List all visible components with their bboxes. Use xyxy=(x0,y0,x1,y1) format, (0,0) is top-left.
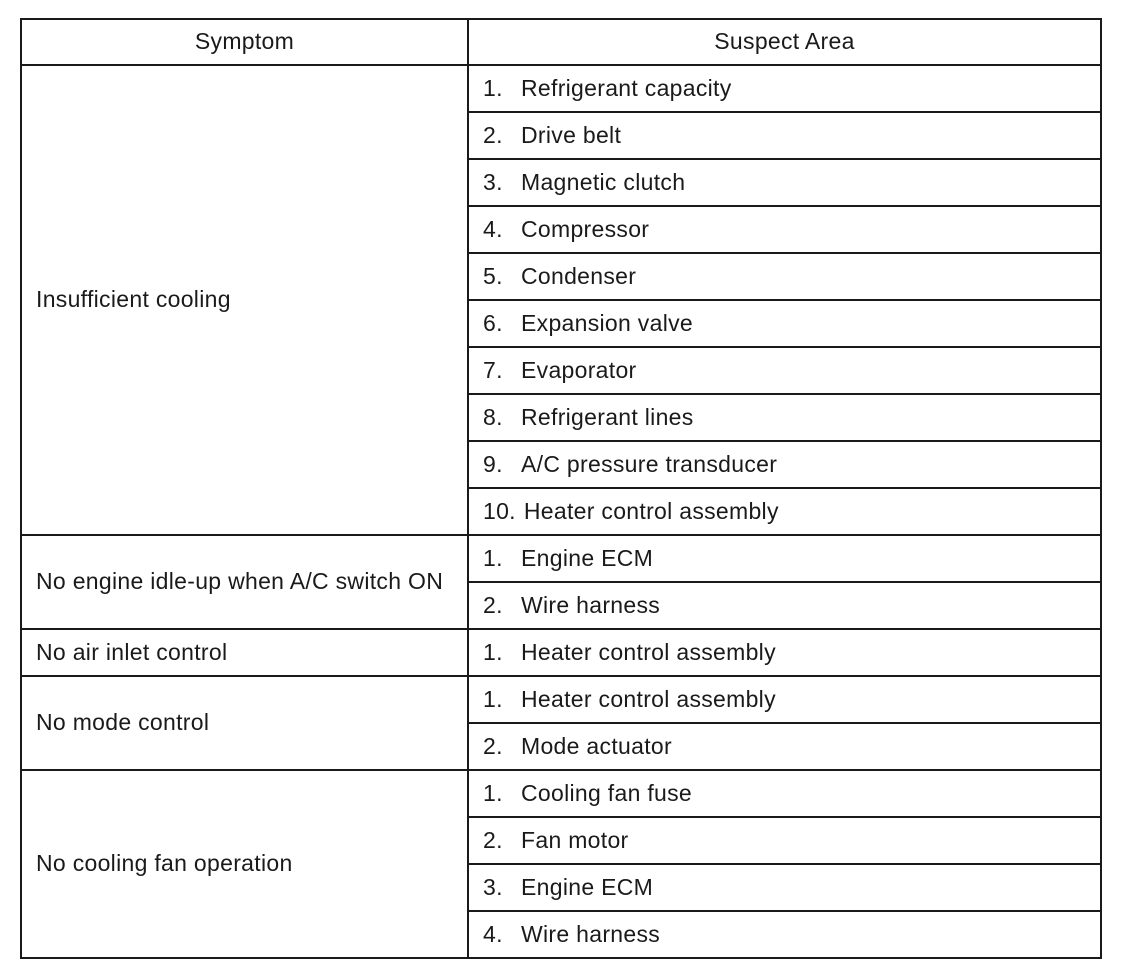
suspect-area-cell xyxy=(468,582,1101,629)
item-number: 10. xyxy=(483,497,516,524)
suspect-area-cell xyxy=(468,629,1101,676)
table-row xyxy=(21,65,1101,112)
symptom-cell: No cooling fan operation xyxy=(21,770,468,958)
suspect-area-cell xyxy=(468,488,1101,535)
table-row xyxy=(21,770,1101,817)
suspect-area-cell xyxy=(468,911,1101,958)
suspect-area-cell xyxy=(468,817,1101,864)
suspect-area-cell xyxy=(468,441,1101,488)
suspect-area-label: Heater control assembly xyxy=(523,497,779,524)
table-body xyxy=(21,65,1101,958)
item-number: 1. xyxy=(483,74,503,101)
suspect-area-label: Engine ECM xyxy=(521,544,654,571)
symptom-cell: No engine idle-up when A/C switch ON xyxy=(21,535,468,629)
suspect-area-cell xyxy=(468,253,1101,300)
suspect-area-label: Refrigerant lines xyxy=(521,403,694,430)
table-row xyxy=(21,629,1101,676)
item-number: 2. xyxy=(483,591,503,618)
symptom-cell: No mode control xyxy=(21,676,468,770)
item-number: 5. xyxy=(483,262,503,289)
item-number: 2. xyxy=(483,121,503,148)
suspect-area-label: Cooling fan fuse xyxy=(521,779,693,806)
symptom-cell: Insufficient cooling xyxy=(21,65,468,535)
suspect-area-cell xyxy=(468,676,1101,723)
suspect-area-label: Fan motor xyxy=(521,826,629,853)
symptom-header: Symptom xyxy=(21,19,468,65)
suspect-area-cell xyxy=(468,347,1101,394)
table-row xyxy=(21,535,1101,582)
item-number: 7. xyxy=(483,356,503,383)
suspect-area-label: Expansion valve xyxy=(521,309,693,336)
suspect-area-label: A/C pressure transducer xyxy=(521,450,778,477)
item-number: 4. xyxy=(483,215,503,242)
suspect-area-label: Mode actuator xyxy=(521,732,672,759)
suspect-area-cell xyxy=(468,770,1101,817)
item-number: 4. xyxy=(483,920,503,947)
suspect-area-cell xyxy=(468,300,1101,347)
item-number: 9. xyxy=(483,450,503,477)
suspect-area-label: Wire harness xyxy=(521,920,661,947)
suspect-area-cell xyxy=(468,65,1101,112)
suspect-area-label: Wire harness xyxy=(521,591,661,618)
suspect-area-label: Condenser xyxy=(521,262,637,289)
suspect-area-cell xyxy=(468,159,1101,206)
item-number: 1. xyxy=(483,685,503,712)
suspect-area-label: Heater control assembly xyxy=(521,685,776,712)
item-number: 1. xyxy=(483,544,503,571)
suspect-area-label: Heater control assembly xyxy=(521,638,776,665)
suspect-area-header: Suspect Area xyxy=(468,19,1101,65)
symptom-cell: No air inlet control xyxy=(21,629,468,676)
suspect-area-label: Drive belt xyxy=(521,121,622,148)
suspect-area-cell xyxy=(468,864,1101,911)
suspect-area-label: Compressor xyxy=(521,215,650,242)
item-number: 2. xyxy=(483,732,503,759)
suspect-area-label: Engine ECM xyxy=(521,873,654,900)
suspect-area-cell xyxy=(468,394,1101,441)
item-number: 3. xyxy=(483,873,503,900)
header-row xyxy=(21,19,1101,65)
suspect-area-cell xyxy=(468,535,1101,582)
troubleshooting-table xyxy=(20,18,1102,959)
item-number: 6. xyxy=(483,309,503,336)
item-number: 1. xyxy=(483,638,503,665)
suspect-area-label: Magnetic clutch xyxy=(521,168,686,195)
item-number: 3. xyxy=(483,168,503,195)
table-row xyxy=(21,676,1101,723)
suspect-area-cell xyxy=(468,723,1101,770)
suspect-area-label: Refrigerant capacity xyxy=(521,74,732,101)
item-number: 8. xyxy=(483,403,503,430)
suspect-area-cell xyxy=(468,206,1101,253)
suspect-area-label: Evaporator xyxy=(521,356,637,383)
suspect-area-cell xyxy=(468,112,1101,159)
item-number: 1. xyxy=(483,779,503,806)
item-number: 2. xyxy=(483,826,503,853)
